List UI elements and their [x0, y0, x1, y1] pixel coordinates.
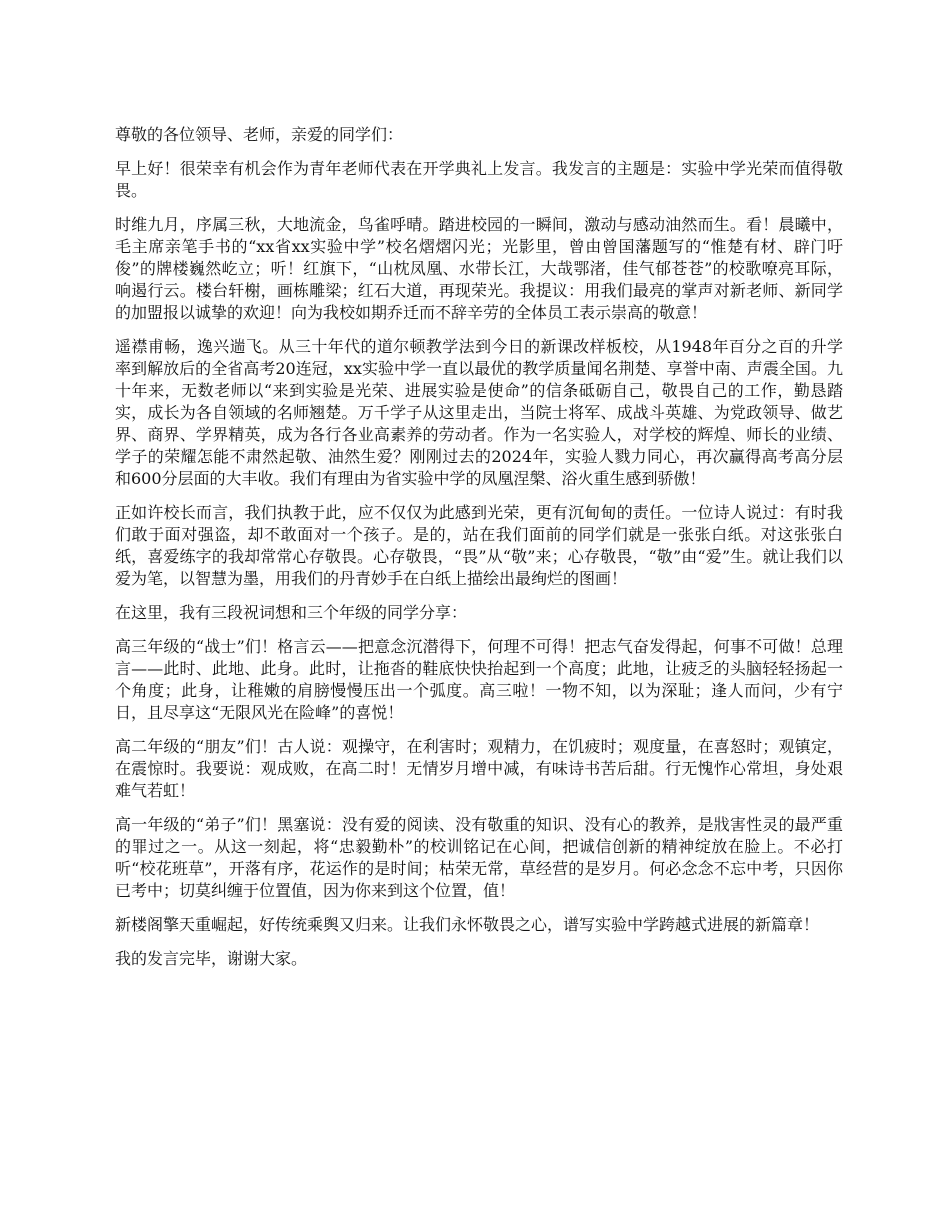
- speech-document: [115, 124, 843, 982]
- paragraph-greeting: 早上好！很荣幸有机会作为青年老师代表在开学典礼上发言。我发言的主题是：实验中学光荣而值得敬畏。: [115, 159, 843, 200]
- paragraph-history: 遥襟甫畅，逸兴遄飞。从三十年代的道尔顿教学法到今日的新课改样板校，从1948年百分之百的升学率到解放后的全省高考20连冠，xx实验中学一直以最优的教学质量闻名荆楚、享誉中南、声震全国。九十年来，无数老师以“来到实验是光荣、进展实验是使命”的信条砥砺自己，敬畏自己的工作，勤恳踏实，成长为各自领域的名师翘楚。万千学子从这里走出，当院士将军、成战斗英雄、为党政领导、做艺界、商界、学界精英，成为各行各业高素养的劳动者。作为一名实验人，对学校的辉煌、师长的业绩、学子的荣耀怎能不肃然起敬、油然生爱？刚刚过去的2024年，实验人戮力同心，再次赢得高考高分层和600分层面的大丰收。我们有理由为省实验中学的凤凰涅槃、浴火重生感到骄傲！: [115, 337, 843, 488]
- paragraph-thanks: 我的发言完毕，谢谢大家。: [115, 949, 308, 968]
- paragraph-responsibility: 正如许校长而言，我们执教于此，应不仅仅为此感到光荣，更有沉甸甸的责任。一位诗人说过：有时我们敢于面对强盗，却不敢面对一个孩子。是的，站在我们面前的同学们就是一张张白纸。对这张张白纸，喜爱练字的我却常常心存敬畏。心存敬畏，“畏”从“敬”来；心存敬畏，“敬”由“爱”生。就让我们以爱为笔，以智慧为墨，用我们的丹青妙手在白纸上描绘出最绚烂的图画！: [115, 503, 843, 588]
- paragraph-grade-one: 高一年级的“弟子”们！黑塞说：没有爱的阅读、没有敬重的知识、没有心的教养，是戕害性灵的最严重的罪过之一。从这一刻起，将“忠毅勤朴”的校训铭记在心间，把诚信创新的精神绽放在脸上。不必打听“校花班草”，开落有序，花运作的是时间；枯荣无常，草经营的是岁月。何必念念不忘中考，只因你已考中；切莫纠缠于位置值，因为你来到这个位置，值！: [115, 815, 843, 900]
- paragraph-intro-wishes: 在这里，我有三段祝词想和三个年级的同学分享：: [115, 603, 468, 622]
- paragraph-grade-two: 高二年级的“朋友”们！古人说：观操守，在利害时；观精力，在饥疲时；观度量，在喜怒时；观镇定，在震惊时。我要说：观成败，在高二时！无情岁月增中减，有味诗书苦后甜。行无愧怍心常坦，身处艰难气若虹！: [115, 737, 843, 800]
- salutation: 尊敬的各位领导、老师，亲爱的同学们：: [115, 125, 404, 144]
- paragraph-grade-three: 高三年级的“战士”们！格言云——把意念沉潜得下，何理不可得！把志气奋发得起，何事不可做！总理言——此时、此地、此身。此时，让拖沓的鞋底快快抬起到一个高度；此地，让疲乏的头脑轻轻扬起一个角度；此身，让稚嫩的肩膀慢慢压出一个弧度。高三啦！一物不知，以为深耻；逢人而问，少有宁日，且尽享这“无限风光在险峰”的喜悦！: [115, 637, 843, 722]
- paragraph-closing: 新楼阁擎天重崛起，好传统乘舆又归来。让我们永怀敬畏之心，谱写实验中学跨越式进展的新篇章！: [115, 915, 820, 934]
- paragraph-campus: 时维九月，序属三秋，大地流金，鸟雀呼晴。踏进校园的一瞬间，激动与感动油然而生。看！晨曦中，毛主席亲笔手书的“xx省xx实验中学”校名熠熠闪光；光影里，曾由曾国藩题写的“惟楚有材、辟门吁俊”的牌楼巍然屹立；听！红旗下，“山枕凤凰、水带长江，大哉鄂渚，佳气郁苍苍”的校歌嘹亮耳际，响遏行云。楼台轩榭，画栋雕梁；红石大道，再现荣光。我提议：用我们最亮的掌声对新老师、新同学的加盟报以诚挚的欢迎！向为我校如期乔迁而不辞辛劳的全体员工表示崇高的敬意！: [115, 215, 843, 322]
